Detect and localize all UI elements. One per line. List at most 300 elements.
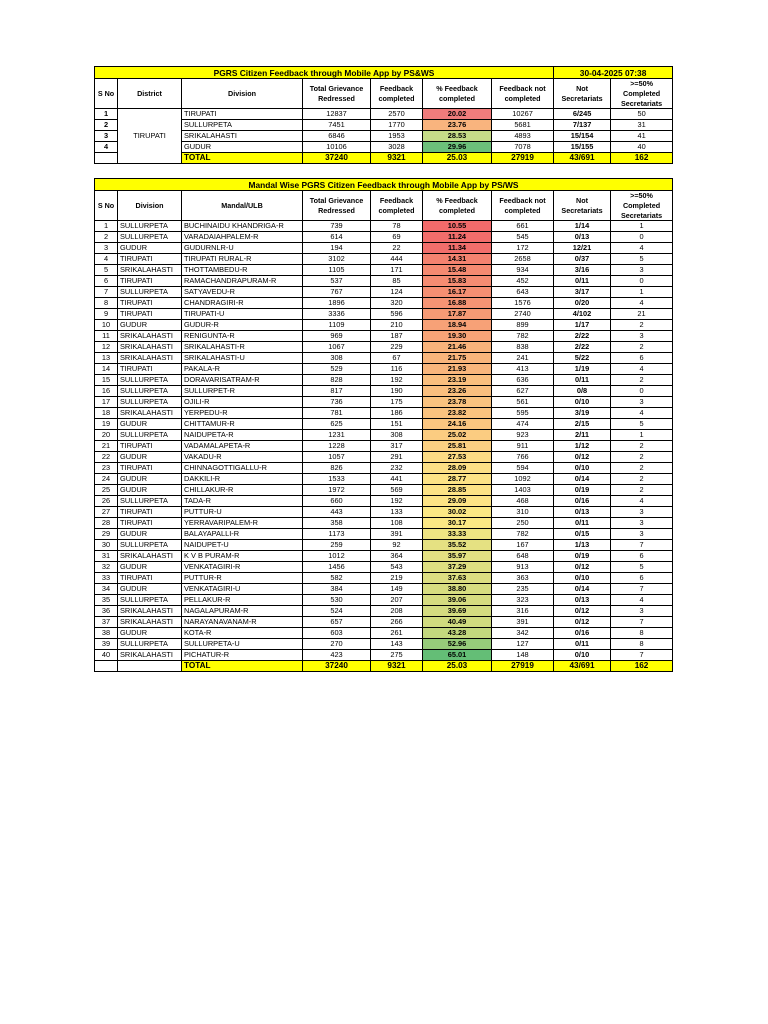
total-row (95, 661, 673, 672)
mandal-cell: YERRAVARIPALEM-R (182, 518, 303, 529)
not-secretariats-cell: 2/11 (554, 430, 611, 441)
table-row (95, 331, 673, 342)
table-row (95, 452, 673, 463)
completed-cell: 69 (371, 232, 423, 243)
header-sno: S No (95, 79, 118, 109)
ge50-cell: 3 (611, 331, 673, 342)
mandal-cell: PUTTUR-U (182, 507, 303, 518)
not-secretariats-cell: 5/22 (554, 353, 611, 364)
division-cell: GUDUR (118, 485, 182, 496)
pct-cell: 20.02 (423, 109, 492, 120)
ge50-cell: 2 (611, 342, 673, 353)
mandal-cell: RENIGUNTA-R (182, 331, 303, 342)
pct-cell: 30.17 (423, 518, 492, 529)
total-cell: 3102 (303, 254, 371, 265)
mandal-cell: CHANDRAGIRI-R (182, 298, 303, 309)
completed-cell: 2570 (371, 109, 423, 120)
completed-cell: 1770 (371, 120, 423, 131)
completed-cell: 391 (371, 529, 423, 540)
completed-cell: 186 (371, 408, 423, 419)
sno-cell: 2 (95, 120, 118, 131)
ge50-cell: 50 (611, 109, 673, 120)
total-cell: 736 (303, 397, 371, 408)
not-secretariats-cell: 15/155 (554, 142, 611, 153)
pct-cell: 14.31 (423, 254, 492, 265)
total-label: TOTAL (182, 153, 303, 164)
total-cell: 1896 (303, 298, 371, 309)
mandal-cell: NAIDUPET-U (182, 540, 303, 551)
pct-cell: 11.34 (423, 243, 492, 254)
total-ge50: 162 (611, 661, 673, 672)
total-cell: 384 (303, 584, 371, 595)
pct-cell: 52.96 (423, 639, 492, 650)
completed-cell: 67 (371, 353, 423, 364)
not-secretariats-cell: 3/16 (554, 265, 611, 276)
table-row (95, 232, 673, 243)
ge50-cell: 8 (611, 639, 673, 650)
not-secretariats-cell: 0/19 (554, 485, 611, 496)
completed-cell: 192 (371, 375, 423, 386)
mandal-cell: NAIDUPETA-R (182, 430, 303, 441)
total-cell: 781 (303, 408, 371, 419)
sno-cell: 15 (95, 375, 118, 386)
table-row (95, 474, 673, 485)
completed-cell: 207 (371, 595, 423, 606)
not-secretariats-cell: 0/11 (554, 276, 611, 287)
mandal-cell: TIRUPATI-U (182, 309, 303, 320)
ge50-cell: 3 (611, 397, 673, 408)
header-pct-feedback: % Feedback completed (423, 191, 492, 221)
division-cell: SRIKALAHASTI (118, 551, 182, 562)
completed-cell: 219 (371, 573, 423, 584)
division-cell: GUDUR (118, 584, 182, 595)
total-cell: 529 (303, 364, 371, 375)
ge50-cell: 6 (611, 353, 673, 364)
table-row (95, 131, 673, 142)
pct-cell: 15.83 (423, 276, 492, 287)
mandal-cell: GUDUR-R (182, 320, 303, 331)
sno-cell: 38 (95, 628, 118, 639)
not-secretariats-cell: 0/13 (554, 232, 611, 243)
sno-cell: 4 (95, 254, 118, 265)
table-row (95, 628, 673, 639)
total-completed: 9321 (371, 153, 423, 164)
completed-cell: 175 (371, 397, 423, 408)
table-row (95, 276, 673, 287)
total-cell: 739 (303, 221, 371, 232)
pct-cell: 17.87 (423, 309, 492, 320)
sno-cell: 17 (95, 397, 118, 408)
mandal-cell: SRIKALAHASTI-U (182, 353, 303, 364)
sno-cell: 33 (95, 573, 118, 584)
mandal-cell: CHINNAGOTTIGALLU-R (182, 463, 303, 474)
total-cell: 1972 (303, 485, 371, 496)
ge50-cell: 7 (611, 584, 673, 595)
completed-cell: 291 (371, 452, 423, 463)
completed-cell: 78 (371, 221, 423, 232)
not-completed-cell: 127 (492, 639, 554, 650)
table-row (95, 287, 673, 298)
sno-cell: 2 (95, 232, 118, 243)
not-completed-cell: 648 (492, 551, 554, 562)
sno-cell: 34 (95, 584, 118, 595)
pct-cell: 16.88 (423, 298, 492, 309)
sno-cell: 12 (95, 342, 118, 353)
not-secretariats-cell: 0/14 (554, 584, 611, 595)
table-row (95, 540, 673, 551)
header-mandal-ulb: Mandal/ULB (182, 191, 303, 221)
pct-cell: 21.93 (423, 364, 492, 375)
pct-cell: 18.94 (423, 320, 492, 331)
not-secretariats-cell: 0/16 (554, 628, 611, 639)
pct-cell: 16.17 (423, 287, 492, 298)
pct-cell: 33.33 (423, 529, 492, 540)
pct-cell: 21.75 (423, 353, 492, 364)
ge50-cell: 2 (611, 441, 673, 452)
not-completed-cell: 911 (492, 441, 554, 452)
pct-cell: 28.53 (423, 131, 492, 142)
ge50-cell: 6 (611, 573, 673, 584)
header-total-grievance: Total Grievance Redressed (303, 79, 371, 109)
mandal-cell: CHITTAMUR-R (182, 419, 303, 430)
division-cell: SULLURPETA (118, 221, 182, 232)
division-cell: TIRUPATI (118, 518, 182, 529)
total-pct: 25.03 (423, 661, 492, 672)
sno-cell: 20 (95, 430, 118, 441)
total-cell: 270 (303, 639, 371, 650)
ge50-cell: 7 (611, 540, 673, 551)
sno-cell: 36 (95, 606, 118, 617)
not-completed-cell: 148 (492, 650, 554, 661)
ge50-cell: 1 (611, 221, 673, 232)
total-grievance: 37240 (303, 153, 371, 164)
table-row (95, 265, 673, 276)
division-cell: TIRUPATI (118, 298, 182, 309)
mandal-cell: RAMACHANDRAPURAM-R (182, 276, 303, 287)
not-completed-cell: 363 (492, 573, 554, 584)
sno-cell: 3 (95, 243, 118, 254)
summary-header-row (95, 79, 673, 109)
total-not-secretariats: 43/691 (554, 661, 611, 672)
sno-cell: 22 (95, 452, 118, 463)
division-cell: SRIKALAHASTI (118, 408, 182, 419)
division-cell: TIRUPATI (118, 276, 182, 287)
pct-cell: 25.02 (423, 430, 492, 441)
not-completed-cell: 7078 (492, 142, 554, 153)
not-secretariats-cell: 1/13 (554, 540, 611, 551)
ge50-cell: 2 (611, 375, 673, 386)
table-row (95, 573, 673, 584)
total-cell: 530 (303, 595, 371, 606)
total-cell: 1057 (303, 452, 371, 463)
completed-cell: 317 (371, 441, 423, 452)
mandal-cell: PICHATUR-R (182, 650, 303, 661)
table-row (95, 320, 673, 331)
not-secretariats-cell: 0/8 (554, 386, 611, 397)
not-secretariats-cell: 1/12 (554, 441, 611, 452)
sno-cell: 32 (95, 562, 118, 573)
not-completed-cell: 4893 (492, 131, 554, 142)
sno-cell: 10 (95, 320, 118, 331)
not-secretariats-cell: 0/13 (554, 507, 611, 518)
total-cell: 603 (303, 628, 371, 639)
total-cell: 1173 (303, 529, 371, 540)
total-cell: 828 (303, 375, 371, 386)
sno-cell: 37 (95, 617, 118, 628)
sno-cell: 29 (95, 529, 118, 540)
pct-cell: 10.55 (423, 221, 492, 232)
table-row (95, 109, 673, 120)
completed-cell: 232 (371, 463, 423, 474)
table-row (95, 142, 673, 153)
completed-cell: 187 (371, 331, 423, 342)
table-row (95, 375, 673, 386)
total-cell: 1533 (303, 474, 371, 485)
not-secretariats-cell: 1/19 (554, 364, 611, 375)
not-completed-cell: 766 (492, 452, 554, 463)
total-cell: 7451 (303, 120, 371, 131)
pct-cell: 40.49 (423, 617, 492, 628)
total-blank-cell (118, 661, 182, 672)
sno-cell: 7 (95, 287, 118, 298)
division-cell: GUDUR (118, 452, 182, 463)
division-summary-table (94, 66, 673, 164)
completed-cell: 108 (371, 518, 423, 529)
not-completed-cell: 636 (492, 375, 554, 386)
not-completed-cell: 316 (492, 606, 554, 617)
sno-cell: 19 (95, 419, 118, 430)
ge50-cell: 0 (611, 276, 673, 287)
completed-cell: 143 (371, 639, 423, 650)
ge50-cell: 40 (611, 142, 673, 153)
not-secretariats-cell: 0/12 (554, 606, 611, 617)
table-row (95, 430, 673, 441)
not-secretariats-cell: 2/15 (554, 419, 611, 430)
ge50-cell: 3 (611, 265, 673, 276)
completed-cell: 1953 (371, 131, 423, 142)
not-secretariats-cell: 15/154 (554, 131, 611, 142)
table-row (95, 551, 673, 562)
not-secretariats-cell: 0/10 (554, 650, 611, 661)
total-cell: 423 (303, 650, 371, 661)
completed-cell: 124 (371, 287, 423, 298)
ge50-cell: 3 (611, 507, 673, 518)
total-cell: 1228 (303, 441, 371, 452)
sno-cell: 6 (95, 276, 118, 287)
mandal-cell: BALAYAPALLI-R (182, 529, 303, 540)
mandal-cell: SATYAVEDU-R (182, 287, 303, 298)
sno-cell: 26 (95, 496, 118, 507)
not-completed-cell: 452 (492, 276, 554, 287)
table-row (95, 562, 673, 573)
table-row (95, 254, 673, 265)
table-row (95, 419, 673, 430)
mandal-cell: TADA-R (182, 496, 303, 507)
completed-cell: 275 (371, 650, 423, 661)
division-cell: SULLURPETA (118, 595, 182, 606)
ge50-cell: 2 (611, 463, 673, 474)
not-completed-cell: 5681 (492, 120, 554, 131)
table-row (95, 342, 673, 353)
table-row (95, 298, 673, 309)
not-secretariats-cell: 0/12 (554, 452, 611, 463)
total-cell: 1109 (303, 320, 371, 331)
table-row (95, 463, 673, 474)
total-cell: 259 (303, 540, 371, 551)
sno-cell: 11 (95, 331, 118, 342)
not-completed-cell: 235 (492, 584, 554, 595)
pct-cell: 38.80 (423, 584, 492, 595)
sno-cell: 23 (95, 463, 118, 474)
sno-cell: 5 (95, 265, 118, 276)
ge50-cell: 2 (611, 474, 673, 485)
total-blank-cell (95, 661, 118, 672)
ge50-cell: 2 (611, 485, 673, 496)
table-row (95, 595, 673, 606)
division-cell: SRIKALAHASTI (118, 617, 182, 628)
not-secretariats-cell: 3/17 (554, 287, 611, 298)
table-row (95, 485, 673, 496)
not-completed-cell: 241 (492, 353, 554, 364)
division-cell: GUDUR (118, 320, 182, 331)
division-cell: SULLURPETA (118, 496, 182, 507)
mandal-cell: VARADAIAHPALEM-R (182, 232, 303, 243)
not-completed-cell: 782 (492, 331, 554, 342)
not-secretariats-cell: 0/13 (554, 595, 611, 606)
table-row (95, 221, 673, 232)
not-secretariats-cell: 6/245 (554, 109, 611, 120)
completed-cell: 229 (371, 342, 423, 353)
pct-cell: 27.53 (423, 452, 492, 463)
division-cell: TIRUPATI (118, 441, 182, 452)
ge50-cell: 4 (611, 496, 673, 507)
sno-cell: 8 (95, 298, 118, 309)
mandal-cell: VENKATAGIRI-U (182, 584, 303, 595)
mandal-cell: VAKADU-R (182, 452, 303, 463)
sno-cell: 4 (95, 142, 118, 153)
division-cell: SULLURPETA (118, 430, 182, 441)
header-total-grievance: Total Grievance Redressed (303, 191, 371, 221)
table-row (95, 584, 673, 595)
sno-cell: 13 (95, 353, 118, 364)
sno-cell: 28 (95, 518, 118, 529)
division-cell: SRIKALAHASTI (118, 265, 182, 276)
ge50-cell: 0 (611, 386, 673, 397)
mandal-cell: SULLURPETA-U (182, 639, 303, 650)
mandal-header-row (95, 191, 673, 221)
pct-cell: 65.01 (423, 650, 492, 661)
pct-cell: 29.09 (423, 496, 492, 507)
completed-cell: 364 (371, 551, 423, 562)
division-cell: GUDUR (118, 474, 182, 485)
completed-cell: 22 (371, 243, 423, 254)
ge50-cell: 4 (611, 595, 673, 606)
not-completed-cell: 627 (492, 386, 554, 397)
total-not-completed: 27919 (492, 153, 554, 164)
total-completed: 9321 (371, 661, 423, 672)
table-row (95, 518, 673, 529)
ge50-cell: 41 (611, 131, 673, 142)
total-cell: 10106 (303, 142, 371, 153)
ge50-cell: 3 (611, 518, 673, 529)
table-row (95, 650, 673, 661)
division-cell: GUDUR (118, 628, 182, 639)
total-blank-cell (95, 153, 118, 164)
division-cell: TIRUPATI (182, 109, 303, 120)
ge50-cell: 4 (611, 408, 673, 419)
total-cell: 3336 (303, 309, 371, 320)
header-feedback-not-completed: Feedback not completed (492, 191, 554, 221)
not-secretariats-cell: 0/10 (554, 463, 611, 474)
not-secretariats-cell: 0/11 (554, 518, 611, 529)
not-completed-cell: 561 (492, 397, 554, 408)
table-row (95, 507, 673, 518)
completed-cell: 210 (371, 320, 423, 331)
pct-cell: 28.09 (423, 463, 492, 474)
table-row (95, 496, 673, 507)
pct-cell: 39.06 (423, 595, 492, 606)
completed-cell: 308 (371, 430, 423, 441)
header-not-secretariats: Not Secretariats (554, 191, 611, 221)
division-cell: TIRUPATI (118, 364, 182, 375)
header-ge50-secretariats: >=50% Completed Secretariats (611, 79, 673, 109)
pct-cell: 23.76 (423, 120, 492, 131)
mandal-cell: BUCHINAIDU KHANDRIGA-R (182, 221, 303, 232)
not-completed-cell: 342 (492, 628, 554, 639)
not-completed-cell: 2658 (492, 254, 554, 265)
completed-cell: 596 (371, 309, 423, 320)
not-completed-cell: 913 (492, 562, 554, 573)
not-secretariats-cell: 0/12 (554, 562, 611, 573)
ge50-cell: 7 (611, 650, 673, 661)
pct-cell: 23.19 (423, 375, 492, 386)
not-secretariats-cell: 0/37 (554, 254, 611, 265)
table-row (95, 529, 673, 540)
header-pct-feedback: % Feedback completed (423, 79, 492, 109)
mandal-cell: DAKKILI-R (182, 474, 303, 485)
sno-cell: 16 (95, 386, 118, 397)
sno-cell: 24 (95, 474, 118, 485)
total-cell: 1067 (303, 342, 371, 353)
not-secretariats-cell: 4/102 (554, 309, 611, 320)
ge50-cell: 3 (611, 529, 673, 540)
mandal-cell: OJILI-R (182, 397, 303, 408)
not-completed-cell: 323 (492, 595, 554, 606)
total-grievance: 37240 (303, 661, 371, 672)
ge50-cell: 5 (611, 562, 673, 573)
total-cell: 1456 (303, 562, 371, 573)
not-completed-cell: 474 (492, 419, 554, 430)
ge50-cell: 2 (611, 452, 673, 463)
not-secretariats-cell: 0/15 (554, 529, 611, 540)
division-cell: GUDUR (182, 142, 303, 153)
table-row (95, 309, 673, 320)
total-cell: 657 (303, 617, 371, 628)
table-row (95, 639, 673, 650)
sno-cell: 39 (95, 639, 118, 650)
division-cell: SRIKALAHASTI (118, 342, 182, 353)
sno-cell: 31 (95, 551, 118, 562)
not-completed-cell: 172 (492, 243, 554, 254)
total-cell: 582 (303, 573, 371, 584)
completed-cell: 192 (371, 496, 423, 507)
district-cell: TIRUPATI (118, 109, 182, 164)
pct-cell: 11.24 (423, 232, 492, 243)
total-not-secretariats: 43/691 (554, 153, 611, 164)
pct-cell: 24.16 (423, 419, 492, 430)
mandal-cell: SRIKALAHASTI-R (182, 342, 303, 353)
header-sno: S No (95, 191, 118, 221)
